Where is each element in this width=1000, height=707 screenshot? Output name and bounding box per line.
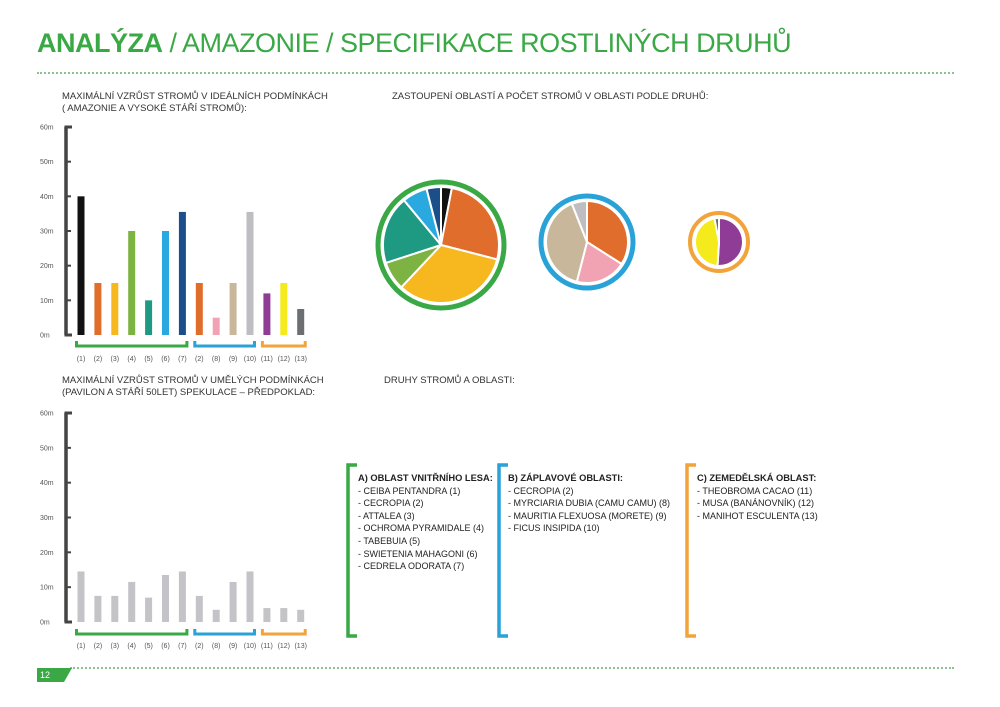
y-tick-label: 10m — [40, 297, 54, 305]
legend-item: - MAURITIA FLEXUOSA (MORETE) (9) — [508, 510, 667, 521]
legend-item: - TABEBUIA (5) — [358, 535, 421, 546]
y-tick-label: 50m — [40, 159, 54, 167]
legend-bracket — [687, 465, 696, 636]
y-tick-label: 20m — [40, 549, 54, 557]
y-tick-label: 40m — [40, 480, 54, 488]
y-tick-label: 40m — [40, 193, 54, 201]
pie-chart-title: ZASTOUPENÍ OBLASTÍ A POČET STROMŮ V OBLASTI PODLE DRUHŮ: — [392, 91, 709, 102]
legend-item: - MUSA (BANÁNOVNÍK) (12) — [697, 498, 815, 509]
page-number: 12 — [37, 668, 64, 682]
legend-item: - CEIBA PENTANDRA (1) — [358, 485, 461, 496]
x-tick-label: (6) — [161, 643, 170, 650]
x-tick-label: (1) — [76, 356, 86, 363]
x-tick-label: (9) — [228, 643, 238, 650]
x-tick-label: (3) — [110, 643, 120, 650]
legend-area-a — [358, 472, 493, 573]
x-tick-label: (2) — [195, 356, 204, 363]
x-tick-label: (4) — [127, 643, 136, 650]
x-tick-label: (1) — [76, 643, 86, 650]
x-tick-label: (12) — [277, 643, 291, 650]
legend-area-c — [697, 472, 818, 522]
legend-title: DRUHY STROMŮ A OBLASTI: — [384, 375, 515, 386]
legend-item: - CEDRELA ODORATA (7) — [358, 561, 465, 572]
x-tick-label: (5) — [144, 356, 153, 363]
x-tick-label: (9) — [228, 356, 238, 363]
x-tick-label: (7) — [178, 643, 187, 650]
legend-item: - CECROPIA (2) — [358, 498, 424, 509]
y-tick-label: 10m — [40, 584, 54, 592]
x-tick-label: (3) — [110, 356, 120, 363]
y-tick-label: 30m — [40, 228, 54, 236]
x-tick-label: (5) — [144, 643, 153, 650]
legend-area-b-heading: B) ZÁPLAVOVÉ OBLASTI: — [508, 473, 624, 483]
x-tick-label: (7) — [178, 356, 187, 363]
page-title-bold: ANALÝZA — [37, 28, 163, 58]
legend-item: - THEOBROMA CACAO (11) — [697, 485, 813, 496]
legend-item: - ATTALEA (3) — [358, 510, 415, 521]
bar-chart-2-title-line-1: MAXIMÁLNÍ VZRŮST STROMŮ V UMĚLÝCH PODMÍNKÁCH — [62, 375, 324, 386]
y-tick-label: 50m — [40, 445, 54, 453]
x-tick-label: (10) — [243, 643, 257, 650]
legend-item: - FICUS INSIPIDA (10) — [508, 523, 600, 534]
legend-item: - SWIETENIA MAHAGONI (6) — [358, 548, 478, 559]
x-tick-label: (2) — [93, 356, 103, 363]
legend-item: - CECROPIA (2) — [508, 485, 574, 496]
x-tick-label: (4) — [127, 356, 136, 363]
x-tick-label: (11) — [260, 643, 273, 650]
x-tick-label: (8) — [211, 643, 221, 650]
x-tick-label: (2) — [93, 643, 103, 650]
legend-bracket — [499, 465, 508, 636]
y-tick-label: 60m — [40, 410, 54, 418]
legend-item: - MANIHOT ESCULENTA (13) — [697, 510, 818, 521]
x-tick-label: (8) — [211, 356, 221, 363]
bar-chart-1-title-line-2: ( AMAZONIE A VYSOKÉ STÁŘÍ STROMŮ): — [62, 103, 247, 114]
x-tick-label: (10) — [243, 356, 257, 363]
legend-area-c-heading: C) ZEMEDĚLSKÁ OBLAST: — [697, 473, 817, 483]
y-tick-label: 0m — [40, 332, 50, 340]
legend-item: - OCHROMA PYRAMIDALE (4) — [358, 523, 485, 534]
page-title-rest: / AMAZONIE / SPECIFIKACE ROSTLINÝCH DRUHŮ — [162, 28, 792, 58]
x-tick-label: (6) — [161, 356, 170, 363]
y-tick-label: 0m — [40, 619, 50, 627]
y-tick-label: 20m — [40, 263, 54, 271]
bar-chart-1-title-line-1: MAXIMÁLNÍ VZRŮST STROMŮ V IDEÁLNÍCH PODMÍNKÁCH — [62, 91, 328, 102]
x-tick-label: (11) — [260, 356, 273, 363]
x-tick-label: (2) — [195, 643, 204, 650]
bar-chart-2-title-line-2: (PAVILON A STÁŘÍ 50LET) SPEKULACE – PŘEDPOKLAD: — [62, 387, 316, 398]
legend-item: - MYRCIARIA DUBIA (CAMU CAMU) (8) — [508, 498, 671, 509]
x-tick-label: (13) — [294, 356, 307, 363]
x-tick-label: (12) — [277, 356, 291, 363]
x-tick-label: (13) — [294, 643, 307, 650]
legend-area-a-heading: A) OBLAST VNITŘNÍHO LESA: — [358, 473, 493, 483]
footer-divider — [70, 667, 954, 669]
y-tick-label: 60m — [40, 124, 54, 132]
y-tick-label: 30m — [40, 515, 54, 522]
legend-area-b — [508, 472, 670, 535]
legend-bracket — [348, 465, 357, 636]
